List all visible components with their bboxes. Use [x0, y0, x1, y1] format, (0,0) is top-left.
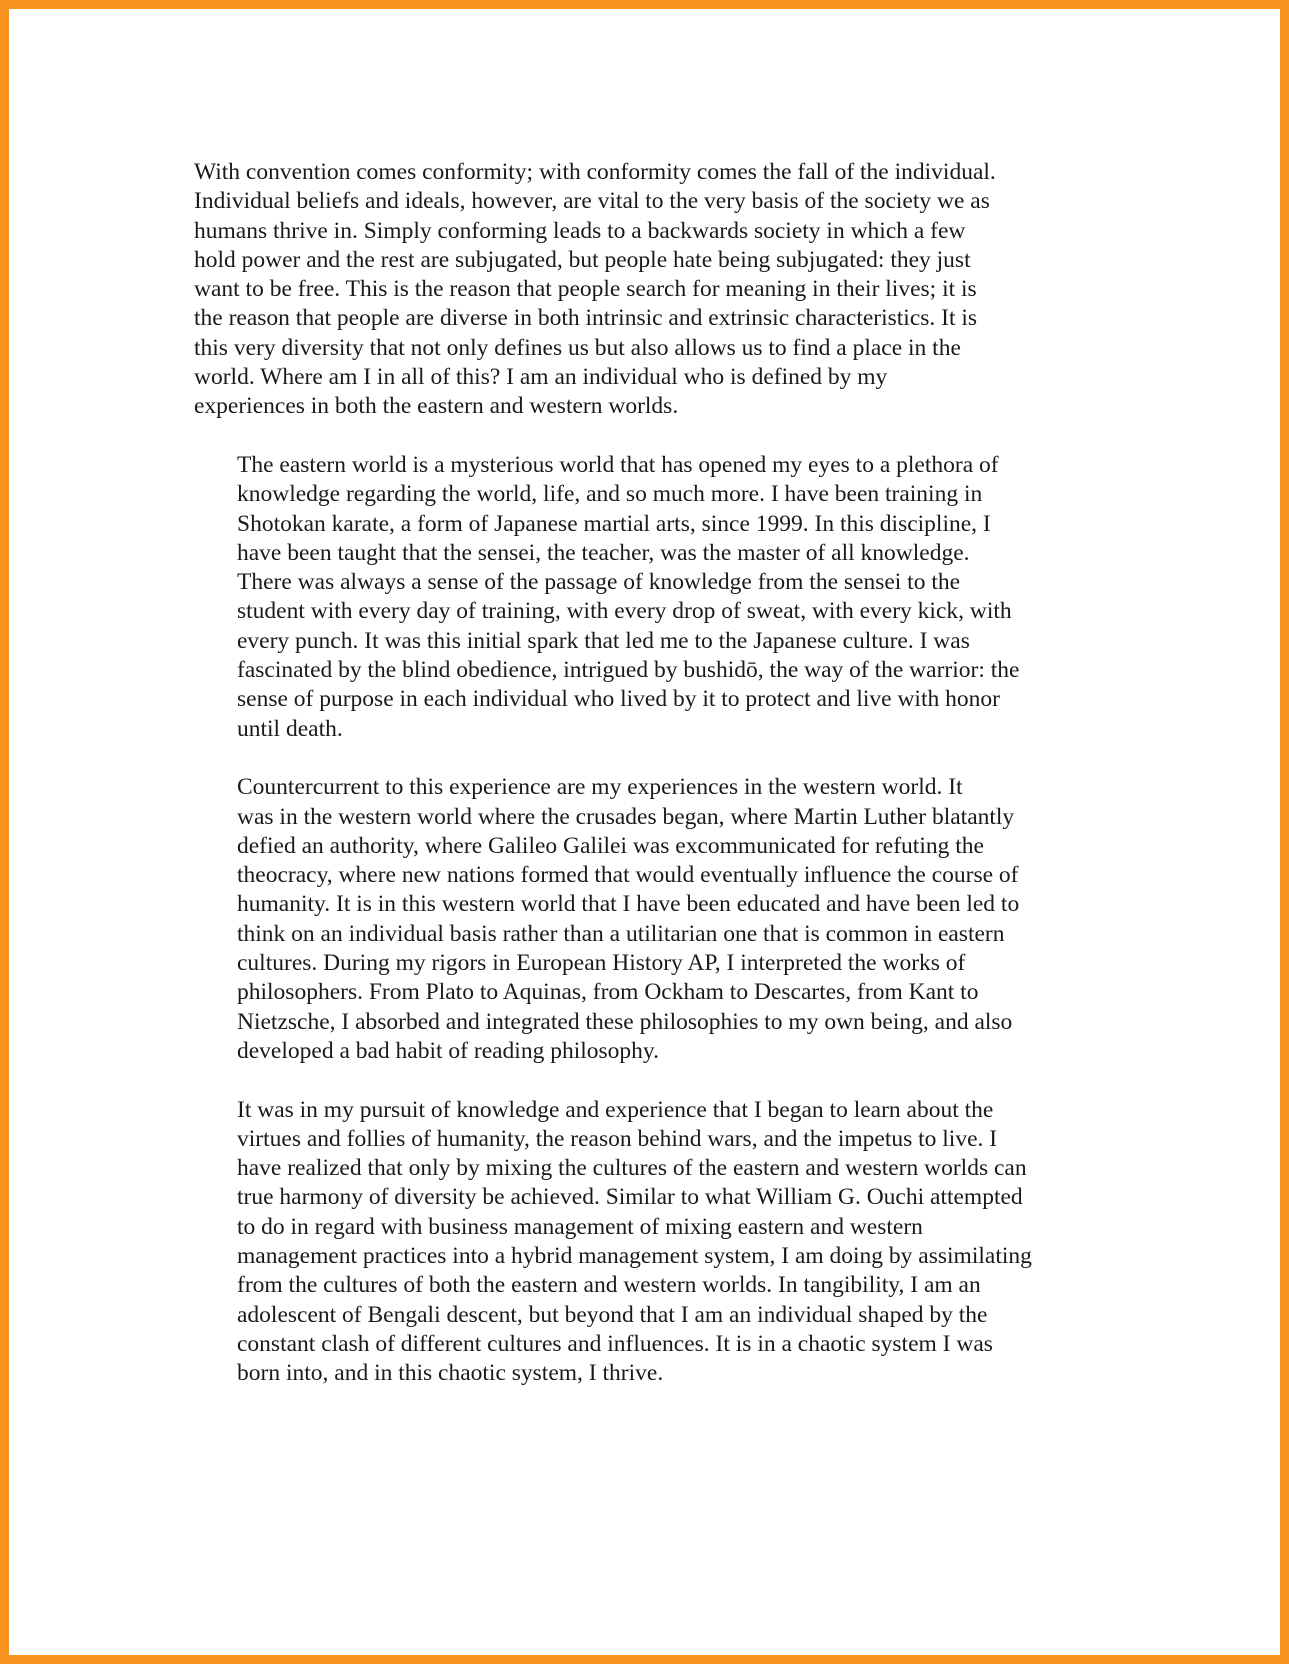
text-line: true harmony of diversity be achieved. Similar to what William G. Ouchi attempted — [237, 1184, 1023, 1211]
text-line: think on an individual basis rather than a utilitarian one that is common in eastern — [237, 920, 1005, 947]
text-line: philosophers. From Plato to Aquinas, from Ockham to Descartes, from Kant to — [237, 979, 979, 1006]
essay-paragraph — [194, 773, 1114, 1066]
text-line: It was in my pursuit of knowledge and experience that I began to learn about the — [237, 1096, 994, 1123]
essay-body — [194, 158, 1114, 1418]
text-line: was in the western world where the crusades began, where Martin Luther blatantly — [237, 803, 1015, 830]
text-line: humanity. It is in this western world that I have been educated and have been led to — [237, 891, 1020, 918]
text-line: the reason that people are diverse in both intrinsic and extrinsic characteristics. It is — [194, 305, 978, 332]
text-line: have been taught that the sensei, the teacher, was the master of all knowledge. — [237, 539, 970, 566]
text-line: Shotokan karate, a form of Japanese martial arts, since 1999. In this discipline, I — [237, 510, 991, 537]
text-line: from the cultures of both the eastern and western worlds. In tangibility, I am an — [237, 1272, 981, 1299]
text-line: to do in regard with business management of mixing eastern and western — [237, 1213, 923, 1240]
text-line: fascinated by the blind obedience, intrigued by bushidō, the way of the warrior: the — [237, 657, 1020, 684]
text-line: There was always a sense of the passage of knowledge from the sensei to the — [237, 569, 961, 596]
text-line: Nietzsche, I absorbed and integrated these philosophies to my own being, and also — [237, 1008, 1013, 1035]
text-line: adolescent of Bengali descent, but beyond that I am an individual shaped by the — [237, 1301, 988, 1328]
text-line: humans thrive in. Simply conforming leads to a backwards society in which a few — [194, 217, 966, 244]
text-line: want to be free. This is the reason that people search for meaning in their lives; it is — [194, 276, 977, 303]
text-line: knowledge regarding the world, life, and so much more. I have been training in — [237, 481, 983, 508]
text-line: Individual beliefs and ideals, however, are vital to the very basis of the society we as — [194, 188, 990, 215]
text-line: world. Where am I in all of this? I am an individual who is defined by my — [194, 364, 888, 391]
text-line: virtues and follies of humanity, the reason behind wars, and the impetus to live. I — [237, 1125, 998, 1152]
text-line: this very diversity that not only defines us but also allows us to find a place in the — [194, 334, 961, 361]
essay-paragraph — [194, 158, 1114, 422]
essay-paragraph — [194, 1096, 1114, 1389]
text-line: management practices into a hybrid management system, I am doing by assimilating — [237, 1242, 1032, 1269]
text-line: The eastern world is a mysterious world that has opened my eyes to a plethora of — [237, 451, 999, 478]
text-line: defied an authority, where Galileo Galilei was excommunicated for refuting the — [237, 832, 984, 859]
text-line: every punch. It was this initial spark that led me to the Japanese culture. I was — [237, 627, 970, 654]
essay-paragraph — [194, 451, 1114, 744]
text-line: theocracy, where new nations formed that would eventually influence the course of — [237, 862, 1019, 889]
text-line: Countercurrent to this experience are my experiences in the western world. It — [237, 774, 963, 801]
text-line: experiences in both the eastern and western worlds. — [194, 393, 679, 420]
text-line: have realized that only by mixing the cultures of the eastern and western worlds can — [237, 1155, 1027, 1182]
text-line: hold power and the rest are subjugated, but people hate being subjugated: they just — [194, 246, 971, 273]
text-line: With convention comes conformity; with conformity comes the fall of the individual. — [194, 159, 996, 185]
text-line: sense of purpose in each individual who lived by it to protect and live with honor — [237, 686, 1000, 713]
text-line: developed a bad habit of reading philosophy. — [237, 1037, 660, 1064]
text-line: student with every day of training, with every drop of sweat, with every kick, with — [237, 598, 1012, 625]
text-line: cultures. During my rigors in European History AP, I interpreted the works of — [237, 950, 966, 977]
text-line: constant clash of different cultures and influences. It is in a chaotic system I was — [237, 1330, 993, 1357]
text-line: born into, and in this chaotic system, I thrive. — [237, 1360, 664, 1387]
text-line: until death. — [237, 715, 343, 742]
